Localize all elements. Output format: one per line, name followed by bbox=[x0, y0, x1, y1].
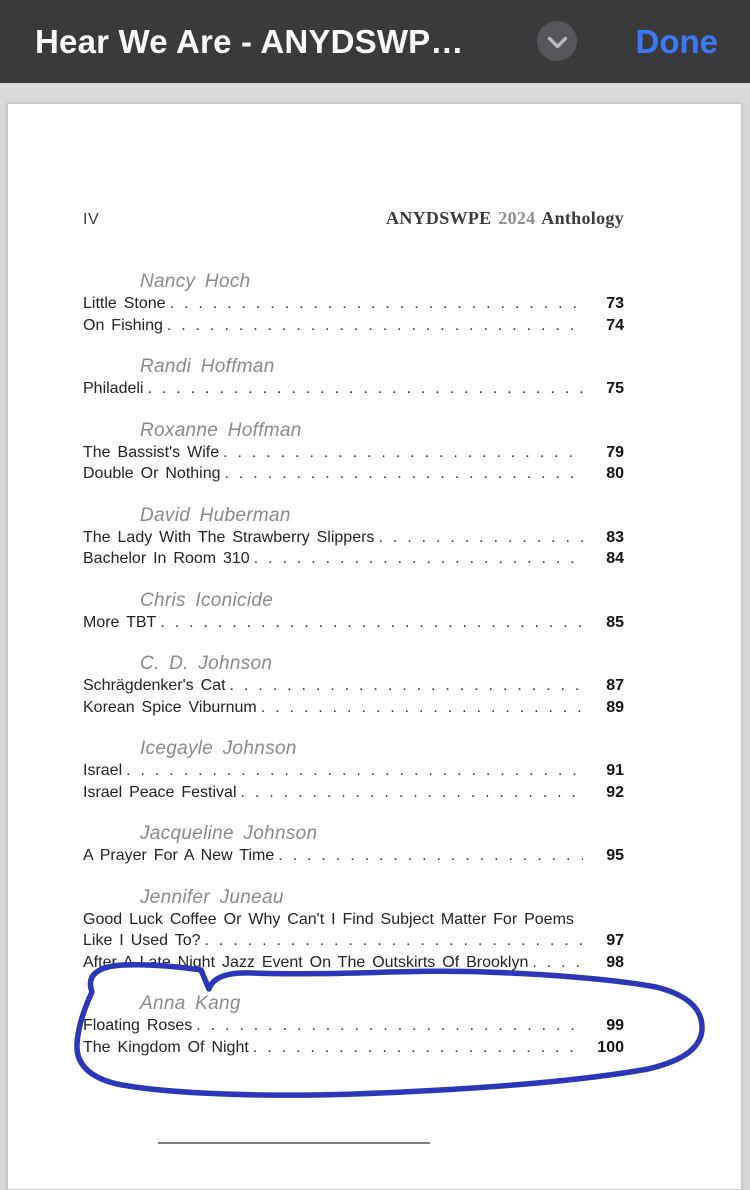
toc-section bbox=[83, 271, 624, 336]
entry-title: After A Late Night Jazz Event On The Outskirts Of Brooklyn bbox=[83, 953, 529, 971]
entry-page-number: 99 bbox=[606, 1017, 624, 1034]
entry-title: A Prayer For A New Time bbox=[83, 847, 275, 864]
toc-entry-row bbox=[83, 1015, 624, 1037]
document-page bbox=[7, 103, 742, 1190]
dot-leader bbox=[254, 548, 583, 570]
dot-leader bbox=[170, 293, 583, 315]
entry-page-number: 97 bbox=[606, 932, 624, 949]
toc-section bbox=[83, 420, 624, 485]
toc-entry-row bbox=[83, 612, 624, 634]
running-header-subtitle: Anthology bbox=[541, 208, 624, 228]
toc-entry-row bbox=[83, 760, 624, 782]
entry-title: On Fishing bbox=[83, 316, 163, 334]
toc-entry-row bbox=[83, 548, 624, 570]
toc-entry-row bbox=[83, 442, 624, 464]
author-name: Nancy Hoch bbox=[140, 271, 251, 292]
toc-entry-row bbox=[83, 697, 624, 719]
dot-leader bbox=[147, 378, 583, 400]
toc-entry-row bbox=[83, 675, 624, 697]
entry-page-number: 80 bbox=[606, 465, 624, 482]
toc-entry-row bbox=[83, 1037, 624, 1059]
entry-title: Israel bbox=[83, 762, 123, 779]
entry-page-number: 100 bbox=[597, 1038, 624, 1056]
toc-section bbox=[83, 505, 624, 570]
toc-entry-row bbox=[83, 952, 624, 974]
author-name: Anna Kang bbox=[140, 993, 241, 1014]
dot-leader bbox=[230, 675, 583, 697]
dot-leader bbox=[167, 315, 583, 337]
entry-page-number: 84 bbox=[606, 550, 624, 567]
entry-page-number: 75 bbox=[606, 380, 624, 397]
title-expand-button[interactable] bbox=[537, 21, 577, 61]
entry-title: Schrägdenker's Cat bbox=[83, 677, 226, 694]
entry-title: Floating Roses bbox=[83, 1017, 193, 1034]
dot-leader bbox=[126, 760, 583, 782]
author-name: Roxanne Hoffman bbox=[140, 419, 302, 441]
entry-page-number: 73 bbox=[606, 295, 624, 312]
toc-section bbox=[83, 738, 624, 803]
author-name: C. D. Johnson bbox=[140, 653, 273, 674]
toc-entry-row bbox=[83, 930, 624, 952]
author-name: Jacqueline Johnson bbox=[140, 823, 318, 844]
toc-entry-row bbox=[83, 909, 624, 931]
dot-leader bbox=[253, 1037, 583, 1059]
entry-title: The Bassist's Wife bbox=[83, 443, 220, 461]
dot-leader bbox=[241, 782, 583, 804]
dot-leader bbox=[160, 612, 583, 634]
entry-title: Little Stone bbox=[83, 295, 166, 312]
toc-entry-row bbox=[83, 378, 624, 400]
entry-page-number: 89 bbox=[606, 698, 624, 716]
dot-leader bbox=[223, 442, 583, 464]
entry-page-number: 85 bbox=[606, 613, 624, 631]
dot-leader bbox=[261, 697, 583, 719]
table-of-contents bbox=[83, 271, 624, 1058]
dot-leader bbox=[225, 463, 583, 485]
entry-page-number: 74 bbox=[606, 316, 624, 334]
entry-title: Bachelor In Room 310 bbox=[83, 550, 250, 567]
entry-page-number: 98 bbox=[606, 953, 624, 971]
footnote-divider bbox=[158, 1142, 430, 1144]
dot-leader bbox=[278, 845, 583, 867]
folio-number: IV bbox=[83, 211, 100, 228]
entry-title: The Kingdom Of Night bbox=[83, 1038, 249, 1056]
entry-page-number: 92 bbox=[606, 783, 624, 801]
entry-title: Double Or Nothing bbox=[83, 465, 221, 482]
toc-entry-row bbox=[83, 293, 624, 315]
dot-leader bbox=[205, 930, 584, 952]
entry-title: Korean Spice Viburnum bbox=[83, 698, 257, 716]
page-header bbox=[83, 208, 624, 229]
entry-title: The Lady With The Strawberry Slippers bbox=[83, 528, 375, 546]
toc-section bbox=[83, 590, 624, 634]
toc-section bbox=[83, 993, 624, 1058]
running-header-year: 2024 bbox=[498, 208, 536, 228]
entry-title: Philadeli bbox=[83, 380, 144, 397]
chevron-down-icon bbox=[547, 36, 568, 50]
entry-title: Good Luck Coffee Or Why Can't I Find Subject Matter For Poems bbox=[83, 910, 574, 928]
entry-page-number: 91 bbox=[606, 762, 624, 779]
toc-entry-row bbox=[83, 845, 624, 867]
author-name: Icegayle Johnson bbox=[140, 738, 297, 759]
toc-section bbox=[83, 356, 624, 400]
author-name: Chris Iconicide bbox=[140, 589, 274, 611]
toc-entry-row bbox=[83, 782, 624, 804]
toc-section bbox=[83, 823, 624, 867]
author-name: Randi Hoffman bbox=[140, 356, 275, 377]
toc-section bbox=[83, 887, 624, 974]
done-button[interactable]: Done bbox=[636, 0, 719, 83]
titlebar bbox=[0, 0, 750, 83]
running-header-title: ANYDSWPE bbox=[386, 208, 492, 228]
document-title: Hear We Are - ANYDSWP… bbox=[35, 23, 464, 60]
entry-page-number: 83 bbox=[606, 528, 624, 546]
toc-entry-row bbox=[83, 315, 624, 337]
entry-page-number: 87 bbox=[606, 677, 624, 694]
author-name: Jennifer Juneau bbox=[140, 886, 284, 908]
dot-leader bbox=[532, 952, 583, 974]
running-header bbox=[386, 208, 624, 229]
dot-leader bbox=[196, 1015, 583, 1037]
toc-section bbox=[83, 653, 624, 718]
author-name: David Huberman bbox=[140, 504, 291, 526]
toc-entry-row bbox=[83, 527, 624, 549]
dot-leader bbox=[378, 527, 583, 549]
entry-page-number: 95 bbox=[606, 847, 624, 864]
entry-title: Like I Used To? bbox=[83, 932, 201, 949]
toc-entry-row bbox=[83, 463, 624, 485]
entry-title: Israel Peace Festival bbox=[83, 783, 237, 801]
entry-title: More TBT bbox=[83, 613, 157, 631]
entry-page-number: 79 bbox=[606, 443, 624, 461]
